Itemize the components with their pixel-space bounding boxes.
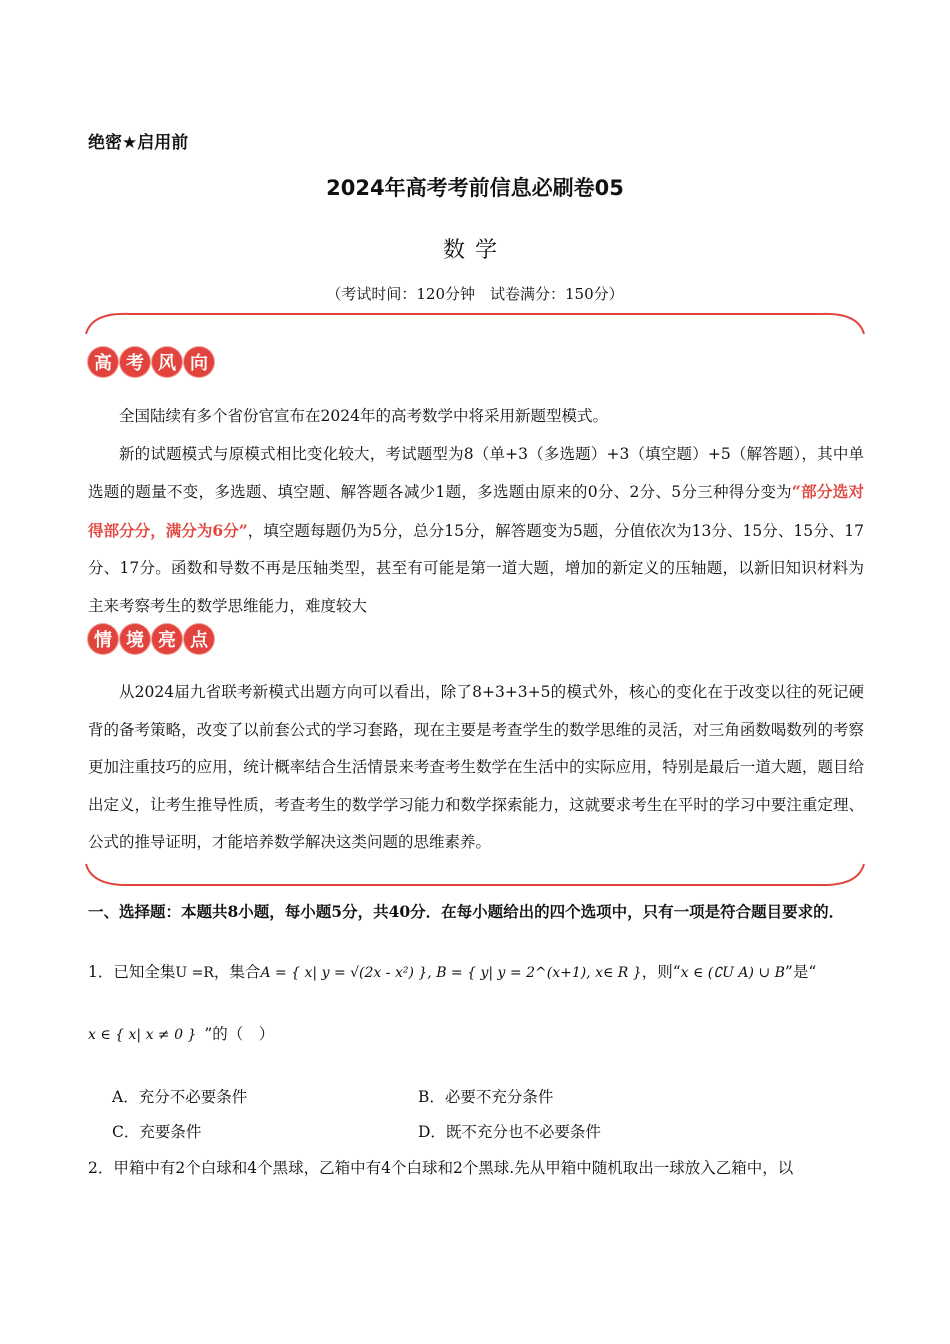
option-d[interactable]: D．既不充分也不必要条件	[418, 1123, 601, 1141]
highlight-paragraph: 从2024届九省联考新模式出题方向可以看出，除了8+3+3+5的模式外，核心的变化在于改变以往的死记硬背的备考策略，改变了以前套公式的学习套路，现在主要是考查学生的数学思维的灵活，对三角函数喝数列的考察更加注重技巧的应用，统计概率结合生活情景来考查考生数学在生活中的实际应用，特别是最后一道大题，题目给出定义，让考生推导性质，考查考生的数学学习能力和数学探索能力，这就要求考生在平时的学习中要注重定理、公式的推导证明，才能培养数学解决这类问题的思维素养。	[88, 683, 864, 851]
question-1-line-2	[88, 1022, 274, 1044]
question-text: ”是“	[784, 963, 817, 981]
exam-time-info: （考试时间：120分钟 试卷满分：150分）	[326, 285, 624, 303]
badge-char: 考	[120, 347, 150, 377]
badge-char: 亮	[152, 624, 182, 654]
badge-char: 向	[184, 347, 214, 377]
question-text: 已知全集	[113, 963, 176, 981]
score-rule-highlight: “部分选对得部分分，满分为6分”	[88, 482, 864, 540]
trend-paragraph-1: 全国陆续有多个省份官宣布在2024年的高考数学中将采用新题型模式。	[119, 407, 608, 425]
condition-2-formula: x ∈ { x| x ≠ 0 }	[88, 1027, 197, 1043]
section-heading: 一、选择题：本题共8小题，每小题5分，共40分．在每小题给出的四个选项中，只有一项是符合题目要求的．	[88, 902, 845, 921]
subject-title: 数学	[442, 238, 507, 263]
universe-set: U =R	[175, 965, 214, 981]
trend-badge	[88, 347, 214, 377]
exam-title: 2024年高考考前信息必刷卷05	[326, 176, 624, 200]
trend-paragraph-2	[88, 436, 864, 626]
option-c[interactable]: C．充要条件	[112, 1123, 202, 1141]
question-tail: ”的（ ）	[204, 1025, 275, 1043]
highlight-badge	[88, 624, 214, 654]
option-b[interactable]: B．必要不充分条件	[418, 1088, 554, 1106]
trend-text-part: 新的试题模式与原模式相比变化较大，考试题型为8（单+3（多选题）+3（填空题）+5（解答题），其中单选题的题量不变，多选题、填空题、解答题各减少1题，多选题由原来的0分、2分、5分三种得分变为	[88, 444, 864, 501]
set-a-formula: A = { x| y = √(2x - x²) }	[260, 965, 428, 981]
badge-char: 境	[120, 624, 150, 654]
question-number: 1．	[88, 963, 114, 981]
question-text: ，则“	[641, 963, 681, 981]
highlight-text	[88, 674, 864, 862]
badge-char: 风	[152, 347, 182, 377]
option-a[interactable]: A．充分不必要条件	[112, 1088, 248, 1106]
question-2: 2．甲箱中有2个白球和4个黑球，乙箱中有4个白球和2个黑球.先从甲箱中随机取出一球放入乙箱中，以	[88, 1159, 794, 1177]
trend-text	[88, 398, 864, 625]
badge-char: 情	[88, 624, 118, 654]
badge-char: 高	[88, 347, 118, 377]
badge-char: 点	[184, 624, 214, 654]
condition-formula: x ∈ (∁U A) ∪ B	[680, 965, 785, 981]
trend-text-part: ，填空题每题仍为5分，总分15分，解答题变为5题，分值依次为13分、15分、15分、17分、17分。函数和导数不再是压轴类型，甚至有可能是第一道大题，增加的新定义的压轴题，以新旧知识材料为主来考察考生的数学思维能力，难度较大	[88, 521, 864, 615]
question-1	[88, 960, 878, 982]
secret-label: 绝密★启用前	[88, 133, 189, 153]
question-text: ，集合	[213, 963, 261, 981]
set-b-formula: , B = { y| y = 2^(x+1), x∈ R }	[427, 965, 642, 981]
